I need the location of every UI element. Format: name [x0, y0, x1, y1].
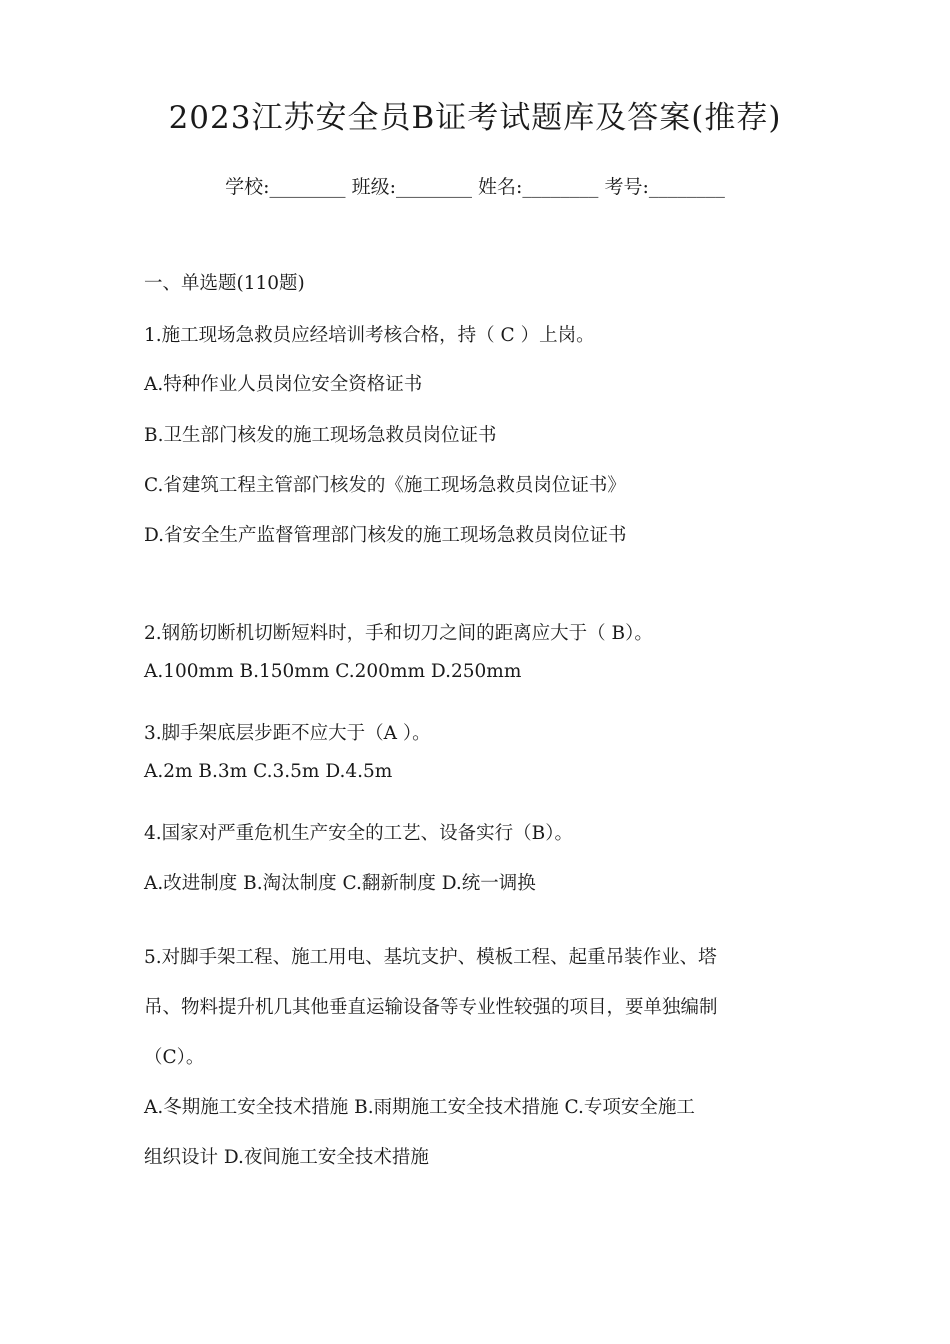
question-3-stem: 3.脚手架底层步距不应大于（A ）。 — [144, 723, 431, 744]
question-1-option-a: A.特种作业人员岗位安全资格证书 — [144, 374, 423, 395]
question-4-options: A.改进制度 B.淘汰制度 C.翻新制度 D.统一调换 — [144, 873, 536, 894]
question-5-stem-line-1: 5.对脚手架工程、施工用电、基坑支护、模板工程、起重吊装作业、塔 — [144, 947, 717, 968]
section-heading: 一、单选题(110题) — [144, 273, 305, 294]
question-5-options-line-1: A.冬期施工安全技术措施 B.雨期施工安全技术措施 C.专项安全施工 — [144, 1097, 695, 1118]
question-1-option-b: B.卫生部门核发的施工现场急救员岗位证书 — [144, 425, 497, 446]
question-2-stem: 2.钢筋切断机切断短料时，手和切刀之间的距离应大于（ B）。 — [144, 623, 653, 644]
question-1-stem: 1.施工现场急救员应经培训考核合格，持（ C ）上岗。 — [144, 325, 595, 346]
question-1-option-c: C.省建筑工程主管部门核发的《施工现场急救员岗位证书》 — [144, 475, 626, 496]
student-info-line: 学校:________ 班级:________ 姓名:________ 考号:________ — [225, 176, 725, 198]
question-4-stem: 4.国家对严重危机生产安全的工艺、设备实行（B）。 — [144, 823, 573, 844]
question-1-option-d: D.省安全生产监督管理部门核发的施工现场急救员岗位证书 — [144, 525, 627, 546]
question-2-options: A.100mm B.150mm C.200mm D.250mm — [144, 661, 522, 682]
question-3-options: A.2m B.3m C.3.5m D.4.5m — [144, 761, 393, 782]
question-5-stem-line-3: （C）。 — [144, 1047, 205, 1068]
question-5-stem-line-2: 吊、物料提升机几其他垂直运输设备等专业性较强的项目，要单独编制 — [144, 997, 718, 1018]
document-title: 2023江苏安全员B证考试题库及答案(推荐) — [168, 100, 782, 136]
question-5-options-line-2: 组织设计 D.夜间施工安全技术措施 — [144, 1147, 429, 1168]
